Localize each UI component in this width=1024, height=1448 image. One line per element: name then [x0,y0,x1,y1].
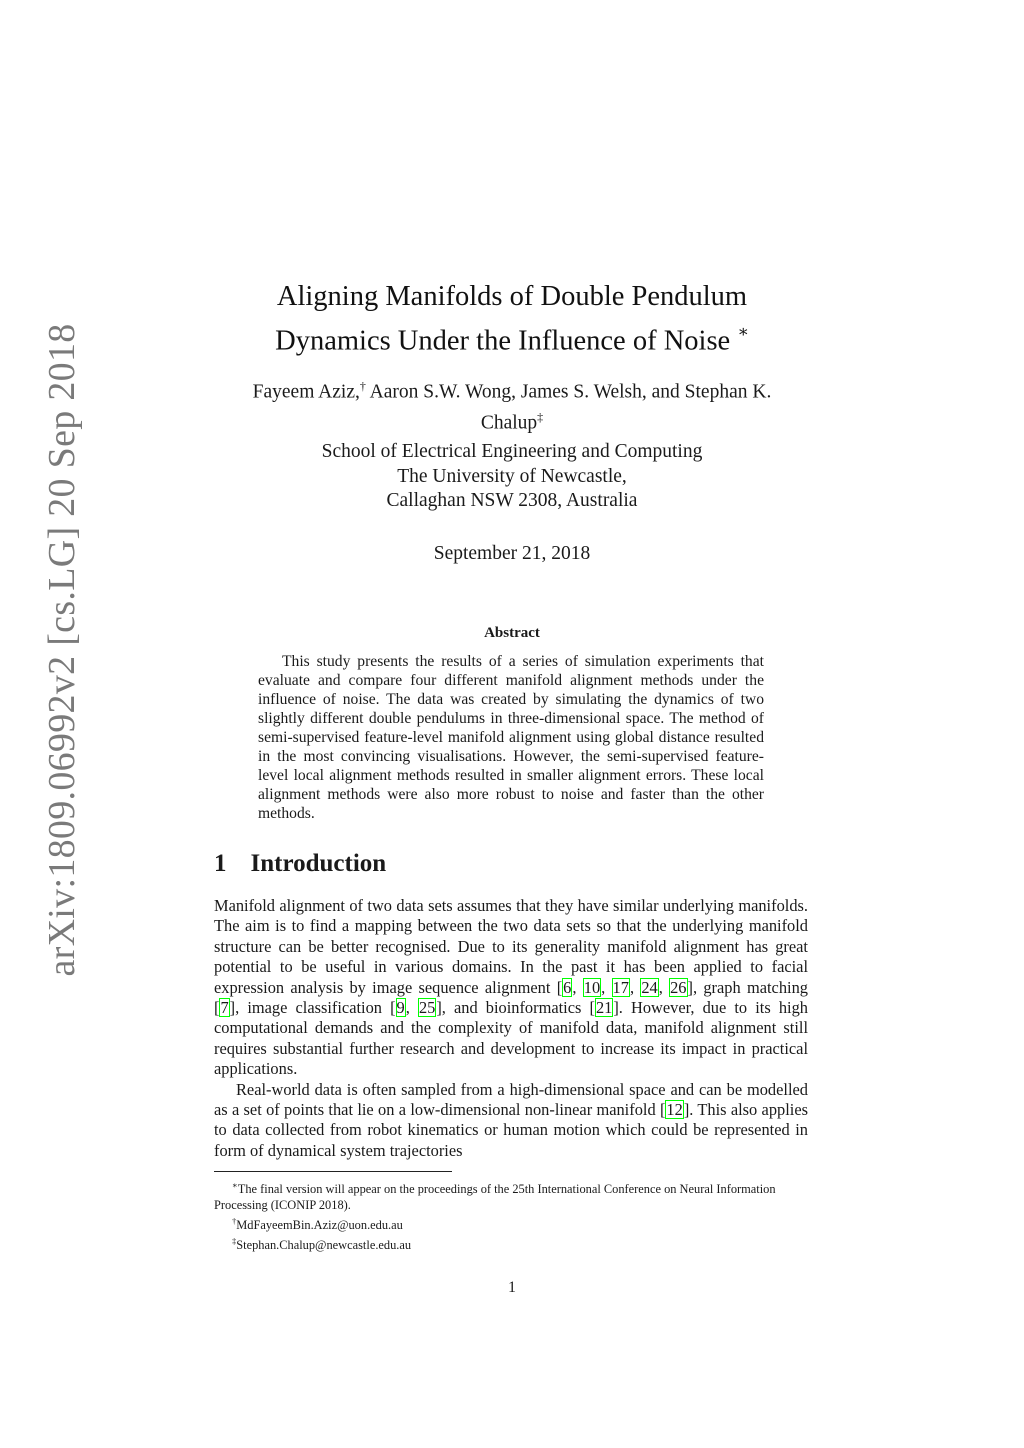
intro-paragraph-1: Manifold alignment of two data sets assumes that they have similar underlying manifolds. The aim is to find a mapping between the two data sets so that the underlying manifold structure can be better recognised. Due to its generality manifold alignment has great potential to be useful in various domains. In the past it has been applied to facial expression analysis by image sequence alignment [6, 10, 17, 24, 26], graph matching [7], image classification [9, 25], and bioinformatics [21]. However, due to its high computational demands and the complexity of manifold data, manifold alignment still requires substantial further research and development to increase its impact in practical applications. [214,896,808,1079]
section-title: Introduction [250,850,387,877]
footnote-1-text: The final version will appear on the proceedings of the 25th International Conference on Neural Information Processing (ICONIP 2018). [214,1182,776,1213]
title-footnote-mark[interactable]: ∗ [737,322,749,341]
author-1-mark[interactable]: † [359,379,366,393]
author-rest: Aaron S.W. Wong, James S. Welsh, and Stephan K. [365,381,772,403]
intro-p2-text: Real-world data is often sampled from a high-dimensional space and can be modelled as a set of points that lie on a low-dimensional non-linear manifold [ [214,1079,808,1120]
footnote-3-mark: ‡ [232,1236,237,1247]
footnote-2 [214,1213,808,1233]
author-last: Chalup [480,412,538,433]
footnotes [214,1177,808,1253]
footnote-rule [214,1171,452,1172]
intro-p1-text: ], and bioinformatics [ [436,998,595,1018]
arxiv-stamp: arXiv:1809.06992v2 [cs.LG] 20 Sep 2018 [41,323,83,977]
author-list [212,374,812,435]
citation-link[interactable]: 21 [595,998,613,1018]
intro-p2-text: ]. This also applies to data collected from robot kinematics or human motion which could be represented in form of dynamical system trajectories [214,1100,808,1160]
citation-link[interactable]: 17 [612,977,629,997]
author-1: Fayeem Aziz, [252,381,360,403]
citation-link[interactable]: 26 [670,977,687,997]
citation-link[interactable]: 9 [396,998,405,1018]
affiliation-line-1: School of Electrical Engineering and Computing [321,441,703,462]
section-heading [214,850,386,878]
paper-date: September 21, 2018 [433,543,591,564]
title-line-2-text: Dynamics Under the Influence of Noise [275,325,731,357]
intro-p1-text: Manifold alignment of two data sets assumes that they have similar underlying manifolds. The aim is to find a mapping between the two data sets so that the underlying manifold structure can be better recognised. Due to its generality manifold alignment has great potential to be useful in various domains. In the past it has been applied to facial expression analysis by image sequence alignment [ [214,896,808,997]
citation-link[interactable]: 24 [641,977,658,997]
affiliation [212,440,812,514]
abstract-text: This study presents the results of a series of simulation experiments that evaluate and compare four different manifold alignment methods under the influence of noise. The data was created by simulating the dynamics of two slightly different double pendulums in three-dimensional space. The method of semi-supervised feature-level manifold alignment using global distance resulted in the most convincing visualisations. However, the semi-supervised feature-level local alignment methods resulted in smaller alignment errors. These local alignment methods were also more robust to noise and faster than the other methods. [258,653,764,822]
citation-link[interactable]: 12 [666,1100,683,1120]
intro-paragraph-2 [214,1080,808,1162]
title-line-1: Aligning Manifolds of Double Pendulum [276,281,748,312]
intro-p1-text: ], image classification [ [229,998,396,1018]
intro-p1-text: ]. However, due to its high computational demands and the complexity of manifold data, manifold alignment still requires substantial further research and development to increase its impact in practical applications. [214,998,808,1079]
citation-link[interactable]: 7 [220,998,229,1018]
footnote-1-mark: ∗ [232,1180,238,1190]
paper-title [212,278,812,360]
section-number: 1 [214,850,227,877]
footnote-3 [214,1233,808,1253]
footnote-1 [214,1177,808,1213]
footnote-3-email[interactable]: Stephan.Chalup@newcastle.edu.au [236,1238,412,1253]
intro-p1-text: ], graph matching [ [214,977,808,1018]
affiliation-line-3: Callaghan NSW 2308, Australia [386,490,638,511]
title-line-2 [212,315,812,360]
footnote-2-email[interactable]: MdFayeemBin.Aziz@uon.edu.au [236,1218,403,1233]
intro-body [214,896,808,1161]
affiliation-line-2: The University of Newcastle, [397,465,627,487]
author-last-mark[interactable]: ‡ [537,409,544,424]
abstract-heading: Abstract [484,625,540,641]
citation-link[interactable]: 6 [563,977,572,997]
page-number: 1 [508,1279,516,1296]
citation-link[interactable]: 25 [418,998,436,1018]
footnote-2-mark: † [232,1216,237,1227]
citation-link[interactable]: 10 [583,977,601,997]
